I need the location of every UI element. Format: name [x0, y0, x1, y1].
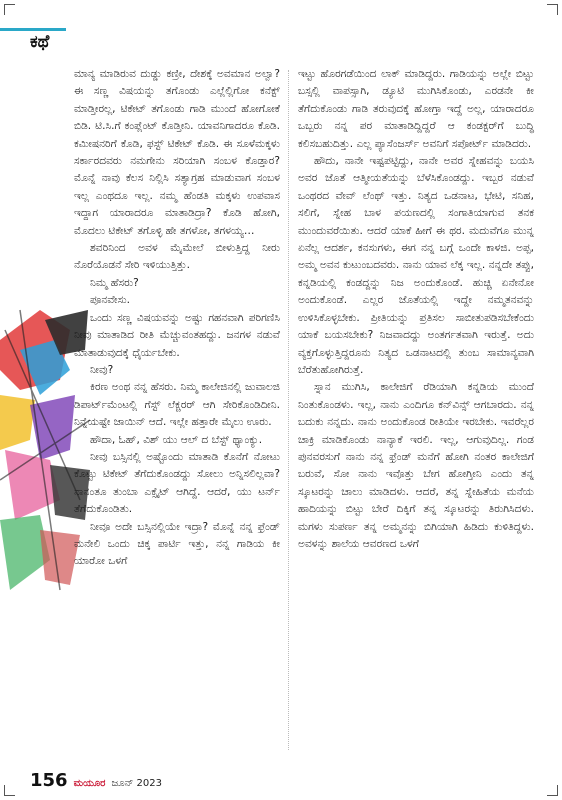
paragraph: ನೀವೂ ಅದೇ ಬಸ್ಸಿನಲ್ಲಿಯೇ ಇದ್ರಾ? ಮೊನ್ನೆ ನನ್ನ ಫ್ರೆಂಡ್ ಮನೇಲಿ ಒಂದು ಚಿಕ್ಕ ಪಾರ್ಟಿ ಇತ್ತು, ನನ್ನ ಗಾಡಿಯ ಕೀ ಯಾರೋ ಒಳಗೆ	[74, 520, 280, 568]
paragraph: ಸ್ನಾನ ಮುಗಿಸಿ, ಕಾಲೇಜಿಗೆ ರೆಡಿಯಾಗಿ ಕನ್ನಡಿಯ ಮುಂದೆ ನಿಂತುಕೊಂಡಳು. ಇಲ್ಲ, ನಾನು ಎಂದಿಗೂ ಕನ್‌ವಿನ್ಸ್ ಆಗಬಾರದು. ನನ್ನ ಬದುಕು ನನ್ನದು. ನಾನು ಅಂದುಕೊಂಡ ರೀತಿಯೇ ಇರಬೇಕು. ಇವರೆಲ್ಲರ ಚಾಕ್ರಿ ಮಾಡಿಕೊಂಡು ನಾನ್ಯಾಕೆ ಇರಲಿ. ಇಲ್ಲ, ಆಗುವುದಿಲ್ಲ. ಗಂಡ ಪುನವರಸುಗೆ ನಾನು ನನ್ನ ಫ್ರೆಂಡ್ ಮನೆಗೆ ಹೋಗಿ ನಂತರ ಕಾಲೇಜಿಗೆ ಬರುವೆ, ಸೋ ನಾನು ಇವೊತ್ತು ಬೇಗ ಹೋಗ್ತೀನಿ ಎಂದು ತನ್ನ ಸ್ಕೂಟರನ್ನು ಚಾಲು ಮಾಡಿದಳು. ಆದರೆ, ತನ್ನ ಸ್ನೇಹಿತೆಯ ಮನೆಯ ಹಾದಿಯನ್ನು ಬಿಟ್ಟು ಬೇರೆ ದಿಕ್ಕಿಗೆ ತನ್ನ ಸ್ಕೂಟರನ್ನು ತಿರುಗಿಸಿದಳು. ಮಗಳು ಸುಪರ್ಣ ತನ್ನ ಅಮ್ಮನನ್ನು ಬಿಗಿಯಾಗಿ ಹಿಡಿದು ಕುಳಿತಿದ್ದಳು. ಅವಳನ್ನು ಶಾಲೆಯ ಆವರಣದ ಒಳಗೆ	[298, 381, 534, 550]
crop-mark-top-right	[547, 4, 558, 15]
paragraph: ಇಟ್ಟು ಹೊರಗಡೆಯಿಂದ ಲಾಕ್ ಮಾಡಿದ್ದರು. ಗಾಡಿಯನ್ನು ಅಲ್ಲೇ ಬಿಟ್ಟು ಬಸ್ಸಲ್ಲಿ ವಾಪಸ್ಸಾಗಿ, ಡ್ಯೂಟಿ ಮುಗಿಸಿಕೊಂಡು, ಎರಡನೇ ಕೀ ತೆಗೆದುಕೊಂಡು ಗಾಡಿ ತರುವುದಕ್ಕೆ ಹೋಗ್ತಾ ಇದ್ದೆ ಅಲ್ಲ, ಯಾರಾದರೂ ಒಬ್ಬರು ನನ್ನ ಪರ ಮಾತಾಡಿದ್ದಿದ್ದರೆ ಆ ಕಂಡಕ್ಟರ್‌ಗೆ ಬುದ್ಧಿ ಕಲಿಸಬಹುದಿತ್ತು. ಎಲ್ಲ ಪ್ಯಾಸೆಂಜರ್ಸ್ ಅವನಿಗೆ ಸಪೋರ್ಟ್ ಮಾಡಿದರು.	[298, 68, 534, 150]
paragraph: ಹೌದಾ, ಓಹ್, ವಿಶ್ ಯು ಆಲ್ ದ ಬೆಸ್ಟ್ ಥ್ಯಾಂಕ್ಯು.	[90, 433, 263, 446]
story-column-left	[74, 66, 280, 571]
crop-mark-bottom-left	[4, 785, 15, 796]
paragraph: ಪೂನವೇಸು.	[90, 294, 130, 307]
page-number: 156	[30, 770, 68, 791]
page-footer	[30, 770, 162, 791]
section-label: ಕಥೆ	[30, 32, 50, 52]
issue-date: ಜೂನ್ 2023	[111, 778, 162, 789]
paragraph: ಕಿರಣ ಅಂಥ ನನ್ನ ಹೆಸರು. ನಿಮ್ಮ ಕಾಲೇಜಿನಲ್ಲಿ ಜುವಾಲಜಿ ಡಿಪಾರ್ಟ್‌ಮೆಂಟಲ್ಲಿ ಗೆಸ್ಟ್ ಲೆಕ್ಚರರ್ ಆಗಿ ಸೇರಿಕೊಂಡಿದೀನಿ. ನಿನ್ನೆಯಷ್ಟೇ ಜಾಯಿನ್ ಆದೆ. ಇಲ್ಲೇ ಹತ್ತಾರೇ ಮೈಲು ಊರು.	[74, 381, 280, 429]
story-column-right	[298, 66, 534, 553]
crop-mark-bottom-right	[547, 785, 558, 796]
paragraph: ನೀವು?	[90, 363, 114, 376]
column-divider	[288, 70, 289, 750]
section-accent-rule	[0, 28, 66, 31]
paragraph: ಒಂದು ಸಣ್ಣ ವಿಷಯವನ್ನು ಅಷ್ಟು ಗಹನವಾಗಿ ಪರಿಗಣಿಸಿ ನೀವು ಮಾತಾಡಿದ ರೀತಿ ಮೆಚ್ಚುವಂತಹದ್ದು. ಜನಗಳ ನಡುವೆ ಮಾತಾಡುವುದಕ್ಕೆ ಧೈರ್ಯಬೇಕು.	[74, 311, 280, 359]
paragraph: ನೀವು ಬಸ್ಸಿನಲ್ಲಿ ಅಷ್ಟೊಂದು ಮಾತಾಡಿ ಕೊನೆಗೆ ನೋಟು ಕೊಟ್ಟು ಟಿಕೇಟ್ ತೆಗೆದುಕೊಂಡದ್ದು ಸೋಲು ಅನ್ನಿಸಲಿಲ್ಲವಾ? ನಾನಂತೂ ತುಂಬಾ ಎಕ್ಸೈಟ್ ಆಗಿದ್ದೆ. ಆದರೆ, ಯು ಟರ್ನ್ ತೆಗೆದುಕೊಂಡಿತು.	[74, 450, 280, 516]
paragraph: ನಿಮ್ಮ ಹೆಸರು?	[90, 276, 139, 289]
crop-mark-top-left	[4, 4, 15, 15]
paragraph: ಹೌದು, ನಾನೇ ಇಷ್ಟಪಟ್ಟಿದ್ದು, ನಾನೇ ಅವರ ಸ್ನೇಹವನ್ನು ಬಯಸಿ ಅವರ ಜೊತೆ ಆತ್ಮೀಯತೆಯನ್ನು ಬೆಳೆಸಿಕೊಂಡದ್ದು. ಇಬ್ಬರ ನಡುವೆ ಒಂಥರದ ವೇವ್ ಲೆಂಥ್ ಇತ್ತು. ನಿತ್ಯದ ಒಡನಾಟ, ಭೇಟಿ, ಸನಿಹ, ಸಲಿಗೆ, ಸ್ನೇಹ ಬಾಳ ಪಯಣದಲ್ಲಿ ಸಂಗಾತಿಯಾಗುವ ತನಕ ಮುಂದುವರೆಯಿತು. ಆದರೆ ಯಾಕೆ ಹೀಗೆ ಈ ಥರ. ಮದುವೆಗೂ ಮುನ್ನ ಏನೆಲ್ಲ ಆದರ್ಶ, ಕನಸುಗಳು, ಈಗ ನನ್ನ ಬಗ್ಗೆ ಒಂದೇ ಕಾಳಜಿ. ಅಪ್ಪ, ಅಮ್ಮ ಅವನ ಕುಟುಂಬದವರು. ನಾನು ಯಾವ ಲೆಕ್ಕ ಇಲ್ಲ. ನನ್ನದೇ ತಪ್ಪು, ಕನ್ನಡಿಯಲ್ಲಿ ಕಂಡದ್ದನ್ನು ನಿಜ ಅಂದುಕೊಂಡೆ. ಹುಚ್ಚಿ ಏನೇನೋ ಅಂದುಕೊಂಡೆ. ಎಲ್ಲರ ಜೊತೆಯಲ್ಲಿ ಇದ್ದೇ ನಮ್ಮತನವನ್ನು ಉಳಿಸಿಕೊಳ್ಳಬೇಕು. ಪ್ರೀತಿಯನ್ನು ಪ್ರತಿಸಲ ಸಾಬೀತುಪಡಿಸಬೇಕೆಂದು ಯಾಕೆ ಬಯಸಬೇಕು? ನಿಜವಾದದ್ದು ಅಂತರ್ಗತವಾಗಿ ಇರುತ್ತೆ. ಅದು ವ್ಯಕ್ತಗೊಳ್ಳುತ್ತಿದ್ದರೂನು ನಿತ್ಯದ ಒಡನಾಟದಲ್ಲಿ ತುಂಬ ಸಾಮಾನ್ಯವಾಗಿ ಬೆರೆತುಹೋಗಿರುತ್ತೆ.	[298, 155, 534, 376]
paragraph: ಶವರಿನಿಂದ ಅವಳ ಮೈಮೇಲೆ ಬೀಳುತ್ತಿದ್ದ ನೀರು ನೊರೆಯೊಡನೆ ಸೇರಿ ಇಳಿಯುತ್ತಿತ್ತು.	[74, 242, 280, 272]
paragraph: ಮಾನ್ಯ ಮಾಡಿರುವ ದುಡ್ಡು ಕಣ್ರೀ, ದೇಶಕ್ಕೆ ಅವಮಾನ ಅಲ್ವಾ? ಈ ಸಣ್ಣ ವಿಷಯನ್ನು ತಗೊಂಡು ಎಲ್ಲೆಲ್ಲಿಗೋ ಕನೆಕ್ಟ್ ಮಾಡ್ತೀರಲ್ಲ, ಟಿಕೇಟ್ ತಗೊಂಡು ಗಾಡಿ ಮುಂದೆ ಹೋಗೋಕೆ ಬಿಡಿ. ಟಿ.ಸಿ.ಗೆ ಕಂಪ್ಲೆಂಟ್ ಕೊಡ್ತೀನಿ. ಯಾವನಿಗಾದರೂ ಕೊಡಿ. ಕಮೀಷನರಿಗೆ ಕೊಡಿ, ಫಸ್ಟ್ ಟಿಕೇಟ್ ಕೊಡಿ. ಈ ಸೂಳೆಮಕ್ಕಳು ಸರ್ಕಾರದವರು ನಮಗೇನು ಸರಿಯಾಗಿ ಸಂಬಳ ಕೊಡ್ತಾರ? ಮೊನ್ನೆ ನಾವು ಕೆಲಸ ನಿಲ್ಲಿಸಿ ಸತ್ಯಾಗ್ರಹ ಮಾಡುವಾಗ ಸಂಬಳ ಇಲ್ಲ ಎಂಥದೂ ಇಲ್ಲ. ನಮ್ಮ ಹೆಂಡತಿ ಮಕ್ಕಳು ಉಪವಾಸ ಇದ್ದಾಗ ಯಾರಾದರೂ ಮಾತಾಡಿದ್ರಾ? ಕೊಡಿ ಹೋಗಿ, ಮೊದಲು ಟಿಕೇಟ್ ತಗೊಳ್ಳಿ ಹೇ ತಗಳೋ, ತಗಳಯ್ಯ…	[74, 68, 280, 237]
magazine-logo: ಮಯೂರ	[73, 778, 106, 789]
